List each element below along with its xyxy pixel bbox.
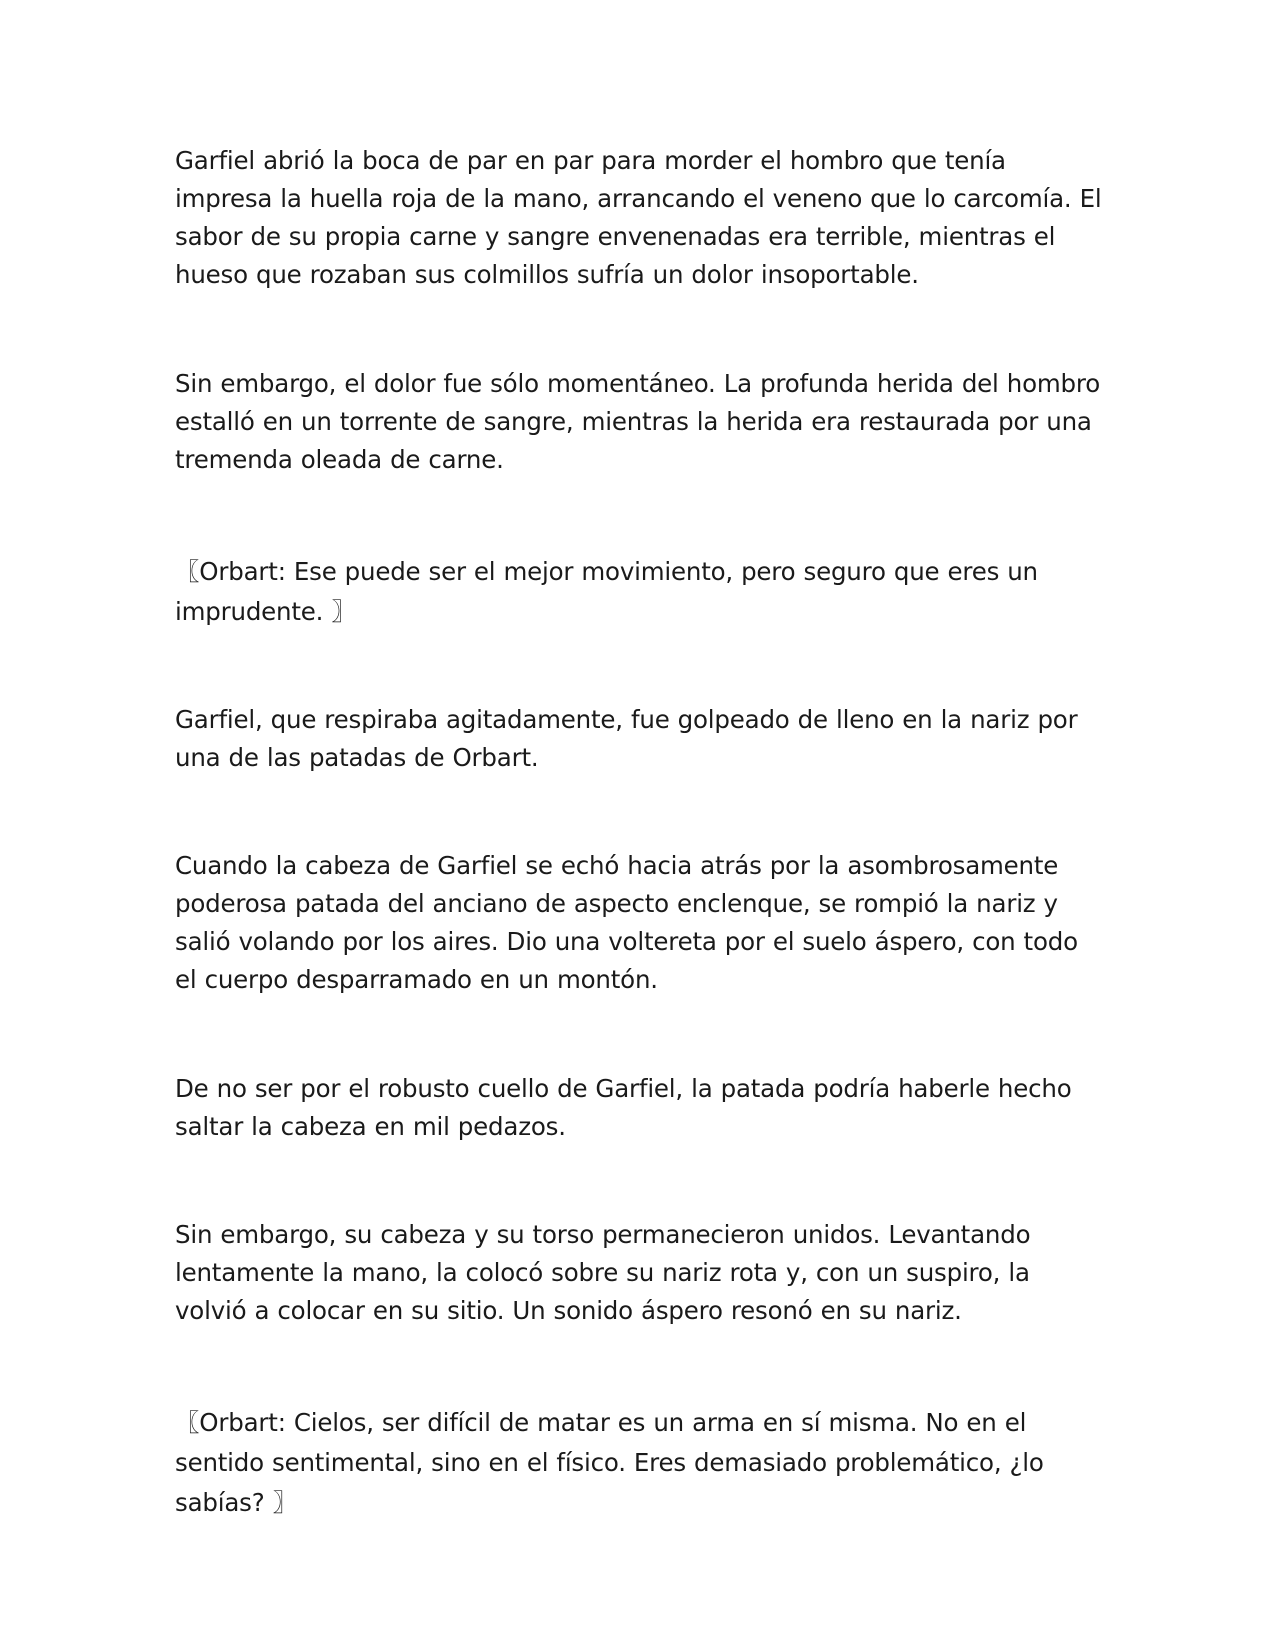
paragraph-1: Garfiel abrió la boca de par en par para morder el hombro que tenía impresa la huella roja de la mano, arrancando el veneno que lo carcomía. El sabor de su propia carne y sangre envenenadas era terrible, mientras el hueso que rozaban sus colmillos sufría un dolor insoportable. <box>175 146 1102 289</box>
paragraph-6: Sin embargo, su cabeza y su torso permanecieron unidos. Levantando lentamente la mano, la colocó sobre su nariz rota y, con un suspiro, la volvió a colocar en su sitio. Un sonido áspero resonó en su nariz. <box>175 1220 1031 1325</box>
dialogue-1: 〖Orbart: Ese puede ser el mejor movimiento, pero seguro que eres un imprudente. 〗 <box>175 557 1038 626</box>
paragraph-2: Sin embargo, el dolor fue sólo momentáneo. La profunda herida del hombro estalló en un torrente de sangre, mientras la herida era restaurada por una tremenda oleada de carne. <box>175 369 1101 474</box>
paragraph-5: De no ser por el robusto cuello de Garfiel, la patada podría haberle hecho saltar la cabeza en mil pedazos. <box>175 1074 1072 1141</box>
dialogue-2: 〖Orbart: Cielos, ser difícil de matar es un arma en sí misma. No en el sentido sentimental, sino en el físico. Eres demasiado problemático, ¿lo sabías? 〗 <box>175 1408 1044 1517</box>
paragraph-4: Cuando la cabeza de Garfiel se echó hacia atrás por la asombrosamente poderosa patada del anciano de aspecto enclenque, se rompió la nariz y salió volando por los aires. Dio una voltereta por el suelo áspero, con todo el cuerpo desparramado en un montón. <box>175 851 1078 994</box>
paragraph-3: Garfiel, que respiraba agitadamente, fue golpeado de lleno en la nariz por una de las patadas de Orbart. <box>175 705 1078 772</box>
